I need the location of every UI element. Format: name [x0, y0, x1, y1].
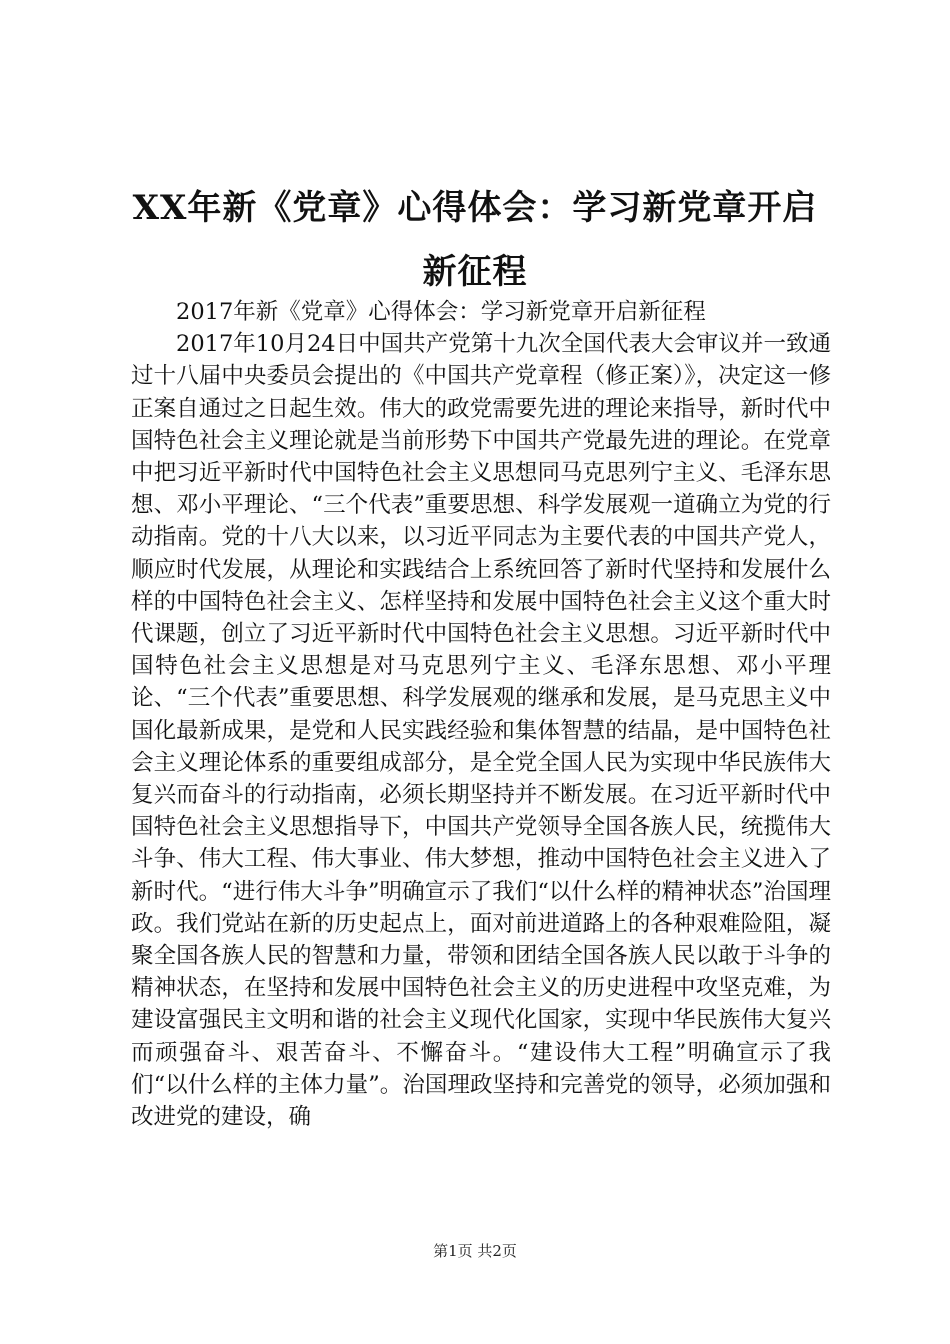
document-subtitle: 2017年新《党章》心得体会：学习新党章开启新征程 [176, 299, 706, 325]
document-title: XX年新《党章》心得体会：学习新党章开启新征程 [132, 188, 818, 292]
document-body [131, 296, 831, 1133]
page-number-footer: 第1页 共2页 [433, 1242, 517, 1260]
body-paragraph: 2017年10月24日中国共产党第十九次全国代表大会审议并一致通过十八届中央委员会提出的《中国共产党章程（修正案）》，决定这一修正案自通过之日起生效。伟大的政党需要先进的理论来指导，新时代中国特色社会主义理论就是当前形势下中国共产党最先进的理论。在党章中把习近平新时代中国特色社会主义思想同马克思列宁主义、毛泽东思想、邓小平理论、“三个代表”重要思想、科学发展观一道确立为党的行动指南。党的十八大以来，以习近平同志为主要代表的中国共产党人，顺应时代发展，从理论和实践结合上系统回答了新时代坚持和发展什么样的中国特色社会主义、怎样坚持和发展中国特色社会主义这个重大时代课题，创立了习近平新时代中国特色社会主义思想。习近平新时代中国特色社会主义思想是对马克思列宁主义、毛泽东思想、邓小平理论、“三个代表”重要思想、科学发展观的继承和发展，是马克思主义中国化最新成果，是党和人民实践经验和集体智慧的结晶，是中国特色社会主义理论体系的重要组成部分，是全党全国人民为实现中华民族伟大复兴而奋斗的行动指南，必须长期坚持并不断发展。在习近平新时代中国特色社会主义思想指导下，中国共产党领导全国各族人民，统揽伟大斗争、伟大工程、伟大事业、伟大梦想，推动中国特色社会主义进入了新时代。“进行伟大斗争”明确宣示了我们“以什么样的精神状态”治国理政。我们党站在新的历史起点上，面对前进道路上的各种艰难险阻，凝聚全国各族人民的智慧和力量，带领和团结全国各族人民以敢于斗争的精神状态，在坚持和发展中国特色社会主义的历史进程中攻坚克难，为建设富强民主文明和谐的社会主义现代化国家，实现中华民族伟大复兴而顽强奋斗、艰苦奋斗、不懈奋斗。“建设伟大工程”明确宣示了我们“以什么样的主体力量”。治国理政坚持和完善党的领导，必须加强和改进党的建设，确 [131, 331, 831, 1131]
